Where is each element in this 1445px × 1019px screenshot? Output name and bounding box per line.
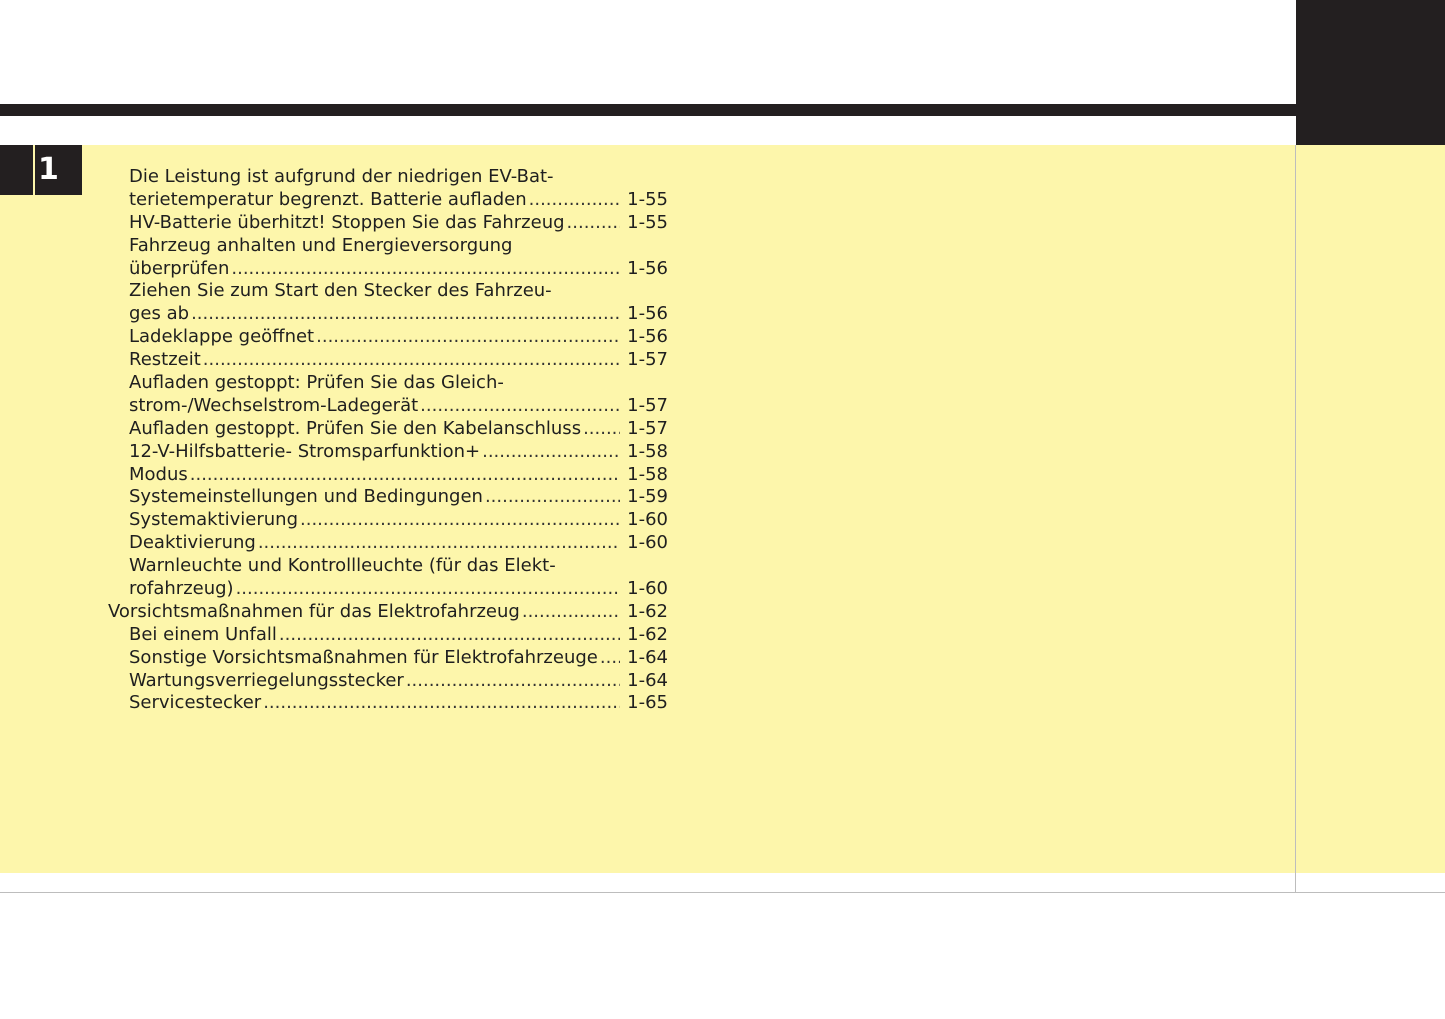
toc-entry-continued <box>108 555 668 578</box>
toc-entry-title: rofahrzeug) <box>129 578 234 600</box>
toc-page-number: 1-56 <box>627 257 668 279</box>
toc-leader-dots <box>263 692 620 715</box>
toc-page-number: 1-55 <box>627 211 668 233</box>
toc-entry-title: Bei einem Unfall <box>129 623 277 645</box>
margin-divider <box>1295 145 1296 893</box>
toc-entry-title: Modus <box>129 463 188 485</box>
toc-entry-title: Systemaktivierung <box>129 509 299 531</box>
toc-page-number: 1-57 <box>627 349 668 371</box>
table-of-contents <box>108 166 668 715</box>
toc-entry-continued <box>108 235 668 258</box>
toc-entry-title: Sonstige Vorsichtsmaßnahmen für Elektrofahrzeuge <box>129 646 598 668</box>
toc-entry-title: Deaktivierung <box>129 532 256 554</box>
toc-page-number: 1-57 <box>627 394 668 416</box>
toc-entry <box>108 532 668 555</box>
toc-leader-dots <box>522 601 620 624</box>
toc-page-number: 1-65 <box>627 692 668 714</box>
toc-entry-title: HV-Batterie überhitzt! Stoppen Sie das Fahrzeug <box>129 211 565 233</box>
toc-entry <box>108 418 668 441</box>
toc-entry <box>108 486 668 509</box>
toc-page-number: 1-62 <box>627 600 668 622</box>
toc-page-number: 1-60 <box>627 578 668 600</box>
toc-leader-dots <box>567 212 620 235</box>
toc-entry-title: Fahrzeug anhalten und Energieversorgung <box>129 234 513 256</box>
toc-page-number: 1-59 <box>627 486 668 508</box>
toc-entry-title: Wartungsverriegelungsstecker <box>129 669 404 691</box>
toc-entry <box>108 395 668 418</box>
toc-page-number: 1-58 <box>627 463 668 485</box>
toc-entry <box>108 303 668 326</box>
toc-entry <box>108 670 668 693</box>
toc-page-number: 1-64 <box>627 669 668 691</box>
chapter-number: 1 <box>38 152 59 187</box>
chapter-tab <box>0 145 82 195</box>
toc-page-number: 1-60 <box>627 509 668 531</box>
toc-entry-title: überprüfen <box>129 257 230 279</box>
toc-entry <box>108 464 668 487</box>
footer-rule <box>0 892 1445 893</box>
toc-entry-title: Warnleuchte und Kontrollleuchte (für das Elekt- <box>129 555 556 577</box>
toc-entry <box>108 601 668 624</box>
toc-entry-title: terietemperatur begrenzt. Batterie aufladen <box>129 188 527 210</box>
toc-leader-dots <box>231 258 620 281</box>
toc-entry-title: Ziehen Sie zum Start den Stecker des Fahrzeu- <box>129 280 552 302</box>
toc-leader-dots <box>406 670 620 693</box>
toc-leader-dots <box>236 578 620 601</box>
toc-page-number: 1-56 <box>627 326 668 348</box>
toc-leader-dots <box>420 395 620 418</box>
toc-entry-title: Systemeinstellungen und Bedingungen <box>129 486 483 508</box>
toc-leader-dots <box>300 509 620 532</box>
toc-page-number: 1-55 <box>627 188 668 210</box>
toc-entry-title: Die Leistung ist aufgrund der niedrigen EV-Bat- <box>129 166 554 187</box>
toc-entry-title: Restzeit <box>129 349 201 371</box>
toc-entry-title: Servicestecker <box>129 692 262 714</box>
toc-entry <box>108 349 668 372</box>
toc-entry-title: strom-/Wechselstrom-Ladegerät <box>129 394 419 416</box>
toc-leader-dots <box>203 349 620 372</box>
toc-leader-dots <box>258 532 620 555</box>
toc-leader-dots <box>583 418 620 441</box>
toc-entry <box>108 624 668 647</box>
toc-leader-dots <box>316 326 620 349</box>
toc-entry <box>108 647 668 670</box>
toc-leader-dots <box>600 647 620 670</box>
toc-leader-dots <box>191 303 620 326</box>
toc-entry <box>108 692 668 715</box>
toc-page-number: 1-62 <box>627 623 668 645</box>
toc-entry-title: Aufladen gestoppt: Prüfen Sie das Gleich- <box>129 372 504 394</box>
toc-entry-title: Aufladen gestoppt. Prüfen Sie den Kabelanschluss <box>129 417 582 439</box>
toc-entry-title: Vorsichtsmaßnahmen für das Elektrofahrzeug <box>108 600 520 622</box>
toc-leader-dots <box>190 464 620 487</box>
toc-entry <box>108 441 668 464</box>
toc-entry <box>108 509 668 532</box>
toc-page-number: 1-58 <box>627 440 668 462</box>
toc-leader-dots <box>529 189 620 212</box>
toc-leader-dots <box>279 624 620 647</box>
toc-entry <box>108 189 668 212</box>
toc-entry-continued <box>108 166 668 189</box>
toc-entry-continued <box>108 372 668 395</box>
toc-leader-dots <box>485 486 620 509</box>
toc-entry-title: 12-V-Hilfsbatterie- Stromsparfunktion+ <box>129 440 481 462</box>
header-rule <box>0 104 1296 116</box>
toc-page-number: 1-64 <box>627 646 668 668</box>
toc-entry <box>108 212 668 235</box>
toc-page-number: 1-56 <box>627 303 668 325</box>
toc-page-number: 1-57 <box>627 417 668 439</box>
toc-leader-dots <box>482 441 620 464</box>
toc-entry-continued <box>108 280 668 303</box>
toc-page-number: 1-60 <box>627 532 668 554</box>
corner-block <box>1296 0 1445 145</box>
toc-entry <box>108 326 668 349</box>
toc-entry-title: Ladeklappe geöffnet <box>129 326 315 348</box>
toc-entry <box>108 578 668 601</box>
toc-entry-title: ges ab <box>129 303 190 325</box>
toc-entry <box>108 258 668 281</box>
